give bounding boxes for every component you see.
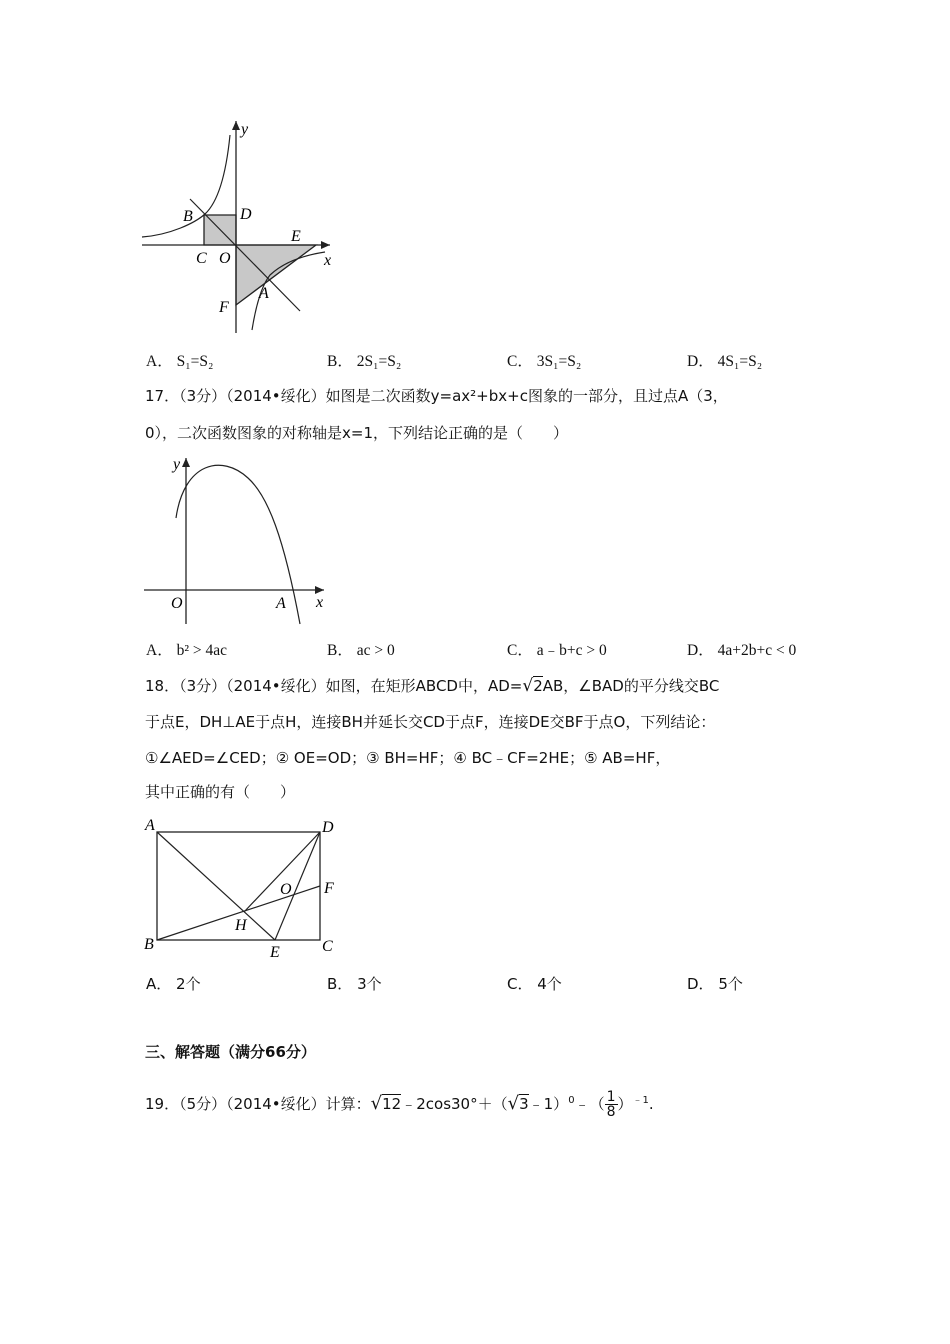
q17-option-c [507, 641, 607, 661]
label-O: O [171, 595, 183, 612]
y-axis-arrow [182, 458, 190, 467]
option-text: 4S₁=S₂ [717, 353, 763, 370]
option-letter: C． [507, 353, 533, 370]
label-O: O [219, 250, 231, 267]
option-text: 5个 [718, 975, 743, 993]
option-letter: C． [507, 642, 533, 659]
label-F: F [219, 299, 229, 316]
label-D: D [240, 206, 252, 223]
option-letter: A． [146, 975, 172, 993]
label-C: C [196, 250, 207, 267]
label-H: H [235, 917, 247, 934]
label-x: x [316, 594, 324, 611]
label-B: B [144, 936, 154, 953]
label-B: B [183, 208, 193, 225]
q18-text-line1 [145, 676, 719, 696]
option-text: 2S₁=S₂ [356, 353, 402, 370]
label-y: y [173, 456, 181, 473]
q19-part2: ﹣2cos30°＋（ [401, 1095, 508, 1113]
q18-figure [140, 815, 345, 963]
option-letter: A． [146, 642, 173, 659]
fraction-denominator: 8 [606, 1104, 616, 1120]
q19-end: . [648, 1095, 654, 1113]
label-C: C [322, 938, 333, 955]
sqrt-symbol: √ [507, 1093, 520, 1114]
q17-option-b [327, 641, 395, 661]
q17-text-line1: 17．（3分）（2014•绥化）如图是二次函数y=ax²+bx+c图象的一部分，且过点A（3， [145, 387, 728, 405]
q19-sqrt-3: 3 [519, 1095, 529, 1113]
label-D: D [322, 819, 334, 836]
q18-sqrt-value: 2 [533, 677, 543, 695]
segment-AE [157, 832, 275, 940]
q16-figure [140, 115, 350, 340]
q19-part5: ） [617, 1095, 633, 1113]
q19-prefix: 19．（5分）（2014•绥化）计算： [145, 1095, 371, 1113]
y-axis-arrow [232, 121, 240, 130]
label-E: E [270, 944, 280, 961]
option-text: 3个 [357, 975, 382, 993]
q19-sqrt-12: 12 [382, 1095, 402, 1113]
option-letter: A． [146, 353, 173, 370]
q18-text-line4: 其中正确的有（ ） [145, 783, 296, 801]
option-text: 3S₁=S₂ [536, 353, 582, 370]
shaded-triangle [236, 245, 316, 305]
q16-option-a [146, 352, 213, 372]
q17-option-a [146, 641, 227, 661]
option-letter: C． [507, 975, 533, 993]
section-title: 三、解答题（满分66分） [145, 1043, 316, 1061]
label-y: y [241, 121, 249, 138]
segment-DH [244, 832, 320, 912]
q18-option-b [327, 974, 382, 994]
label-O: O [280, 881, 292, 898]
q19-exponent-0: 0 [568, 1095, 575, 1106]
q18-text-line3: ①∠AED=∠CED；② OE=OD；③ BH=HF；④ BC﹣CF=2HE；⑤ AB=HF， [145, 749, 671, 767]
option-letter: B． [327, 642, 353, 659]
option-letter: D． [687, 975, 714, 993]
option-text: S₁=S₂ [176, 353, 214, 370]
q19-part3: ﹣1） [528, 1095, 569, 1113]
option-text: 2个 [176, 975, 201, 993]
option-text: a﹣b+c > 0 [536, 642, 607, 659]
label-F: F [324, 880, 334, 897]
q18-option-d [687, 974, 743, 994]
q17-text-line2: 0），二次函数图象的对称轴是x=1，下列结论正确的是（ ） [145, 424, 569, 442]
q19-part4: ﹣（ [574, 1095, 605, 1113]
option-letter: D． [687, 642, 714, 659]
label-E: E [291, 228, 301, 245]
x-axis-arrow [321, 241, 330, 249]
option-letter: D． [687, 353, 714, 370]
sqrt-symbol: √ [522, 676, 534, 696]
label-A: A [259, 285, 269, 302]
q19-text [145, 1089, 654, 1119]
option-text: b² > 4ac [176, 642, 227, 659]
sqrt-symbol: √ [370, 1093, 383, 1114]
q18-text-line2: 于点E，DH⊥AE于点H，连接BH并延长交CD于点F，连接DE交BF于点O，下列结论： [145, 713, 716, 731]
label-A: A [145, 817, 155, 834]
option-letter: B． [327, 975, 353, 993]
option-text: 4a+2b+c < 0 [717, 642, 797, 659]
label-A: A [276, 595, 286, 612]
q16-option-d [687, 352, 762, 372]
q17-option-d [687, 641, 796, 661]
option-text: 4个 [537, 975, 562, 993]
q18-option-a [146, 974, 201, 994]
fraction-numerator: 1 [606, 1089, 616, 1105]
q18-option-c [507, 974, 562, 994]
q19-fraction [605, 1090, 618, 1119]
q18-line1-part-a: 18．（3分）（2014•绥化）如图，在矩形ABCD中，AD= [145, 677, 523, 695]
label-x: x [324, 252, 332, 269]
q19-exponent-neg1: ﹣1 [632, 1095, 649, 1106]
option-letter: B． [327, 353, 353, 370]
q16-option-c [507, 352, 581, 372]
q16-option-b [327, 352, 401, 372]
option-text: ac > 0 [356, 642, 395, 659]
q18-line1-part-b: AB，∠BAD的平分线交BC [542, 677, 720, 695]
x-axis-arrow [315, 586, 324, 594]
q17-figure [140, 452, 340, 630]
